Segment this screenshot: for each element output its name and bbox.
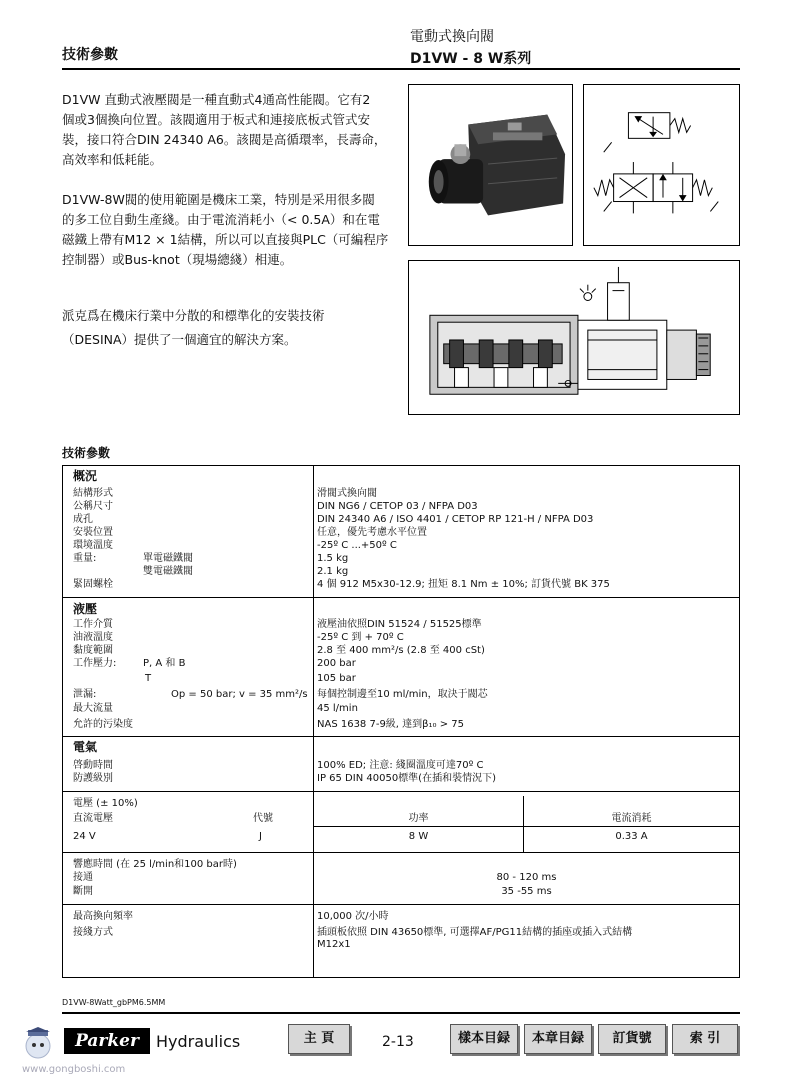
valve-cross-section bbox=[408, 260, 740, 415]
row-divider bbox=[63, 597, 739, 598]
product-series: D1VW - 8 W系列 bbox=[410, 51, 532, 67]
valve-photo bbox=[408, 84, 573, 246]
row-divider bbox=[314, 826, 739, 827]
spec-row: M12x1 bbox=[317, 939, 351, 950]
spec-row: 緊固螺栓 4 個 912 M5x30-12.9; 扭矩 8.1 Nm ± 10%; 訂貨代號 BK 375 bbox=[73, 579, 610, 590]
product-header bbox=[410, 26, 531, 68]
spec-row: 黏度範圍 2.8 至 400 mm²/s (2.8 至 400 cSt) bbox=[73, 645, 485, 656]
row-divider bbox=[63, 791, 739, 792]
document-code: D1VW-8Watt_gbPM6.5MM bbox=[62, 998, 166, 1007]
spec-row: 公稱尺寸 DIN NG6 / CETOP 03 / NFPA D03 bbox=[73, 501, 478, 512]
spec-section-title: 技術參數 bbox=[62, 446, 111, 460]
spec-row: 結構形式 滑閥式換向閥 bbox=[73, 488, 377, 499]
response-row: 響應時間 (在 25 l/min和100 bar時) bbox=[73, 859, 237, 870]
parker-logo: Parker bbox=[64, 1028, 150, 1054]
nav-home-button[interactable]: 主 頁 bbox=[288, 1024, 350, 1054]
spec-row: 安裝位置 任意，優先考慮水平位置 bbox=[73, 527, 427, 538]
spec-row: 重量: 單電磁鐵閥 1.5 kg bbox=[73, 553, 349, 564]
spec-row: 成孔 DIN 24340 A6 / ISO 4401 / CETOP RP 121-H / NFPA D03 bbox=[73, 514, 594, 525]
spec-row: 最大流量 45 l/min bbox=[73, 703, 358, 714]
spec-row: 泄漏: Op = 50 bar; v = 35 mm²/s 每個控制邊至10 ml/min，取決于閥芯 bbox=[73, 689, 488, 700]
header-divider bbox=[62, 68, 740, 70]
row-divider bbox=[63, 904, 739, 905]
spec-row: 油液溫度 -25º C 到 + 70º C bbox=[73, 632, 404, 643]
spec-row: 防護級別 IP 65 DIN 40050標準(在插和裝情況下) bbox=[73, 773, 496, 784]
voltage-header-row: 直流電壓 代號 功率 電流消耗 bbox=[73, 813, 652, 824]
response-off-row: 斷開 35 -55 ms bbox=[73, 886, 552, 897]
watermark-url: www.gongboshi.com bbox=[22, 1064, 126, 1075]
spec-row: 工作介質 液壓油依照DIN 51524 / 51525標準 bbox=[73, 619, 482, 630]
spec-row: 啓動時間 100% ED; 注意: 綫圈溫度可達70º C bbox=[73, 760, 484, 771]
watermark-mascot-icon bbox=[18, 1024, 58, 1068]
hydraulic-symbol bbox=[583, 84, 740, 246]
spec-row: 環境溫度 -25º C ...+50º C bbox=[73, 540, 397, 551]
intro-paragraph-1: D1VW 直動式液壓閥是一種直動式4通高性能閥。它有2 個或3個換向位置。該閥適用于板式和連接底板式管式安 裝，接口符合DIN 24340 A6。該閥是高循環率，長壽命， 高效率和低耗能。 bbox=[62, 92, 387, 167]
response-on-row: 接通 80 - 120 ms bbox=[73, 872, 557, 883]
intro-paragraph-3: 派克爲在機床行業中分散的和標準化的安裝技術 （DESINA）提供了一個適宜的解決方案。 bbox=[62, 308, 325, 347]
group-general: 概況 bbox=[73, 469, 98, 483]
nav-order-code-button[interactable]: 訂貨號 bbox=[598, 1024, 666, 1054]
product-title: 電動式換向閥 bbox=[410, 29, 494, 45]
nav-catalog-index-button[interactable]: 樣本目録 bbox=[450, 1024, 518, 1054]
spec-row: 最高換向頻率 10,000 次/小時 bbox=[73, 911, 389, 922]
intro-paragraph-2: D1VW-8W閥的使用範圍是機床工業，特別是采用很多閥 的多工位自動生產綫。由于電流消耗小（< 0.5A）和在電 磁鐵上帶有M12 × 1結構，所以可以直接與PLC（可編程序 控制器）或Bus-knot（現場總綫）相連。 bbox=[62, 192, 389, 267]
nav-index-button[interactable]: 索 引 bbox=[672, 1024, 738, 1054]
row-divider bbox=[63, 852, 739, 853]
group-hydraulic: 液壓 bbox=[73, 602, 98, 616]
spec-row: 允許的污染度 NAS 1638 7-9級, 達到β₁₀ > 75 bbox=[73, 719, 465, 730]
spec-row: 雙電磁鐵閥 2.1 kg bbox=[143, 566, 349, 577]
brand-label: Hydraulics bbox=[156, 1032, 241, 1051]
voltage-value-row: 24 V J 8 W 0.33 A bbox=[73, 831, 648, 842]
page-number: 2-13 bbox=[382, 1034, 414, 1050]
row-divider bbox=[63, 736, 739, 737]
spec-table bbox=[62, 465, 740, 978]
group-electrical: 電氣 bbox=[73, 740, 98, 754]
footer-divider bbox=[62, 1012, 740, 1014]
nav-chapter-index-button[interactable]: 本章目録 bbox=[524, 1024, 592, 1054]
spec-row: T 105 bar bbox=[145, 673, 356, 684]
voltage-row: 電壓 (± 10%) bbox=[73, 798, 138, 809]
page-section-title: 技術參數 bbox=[62, 47, 118, 63]
spec-row: 工作壓力: P, A 和 B 200 bar bbox=[73, 658, 356, 669]
spec-row: 接綫方式 插頭板依照 DIN 43650標準, 可選擇AF/PG11結構的插座或插入式結構 bbox=[73, 927, 633, 938]
